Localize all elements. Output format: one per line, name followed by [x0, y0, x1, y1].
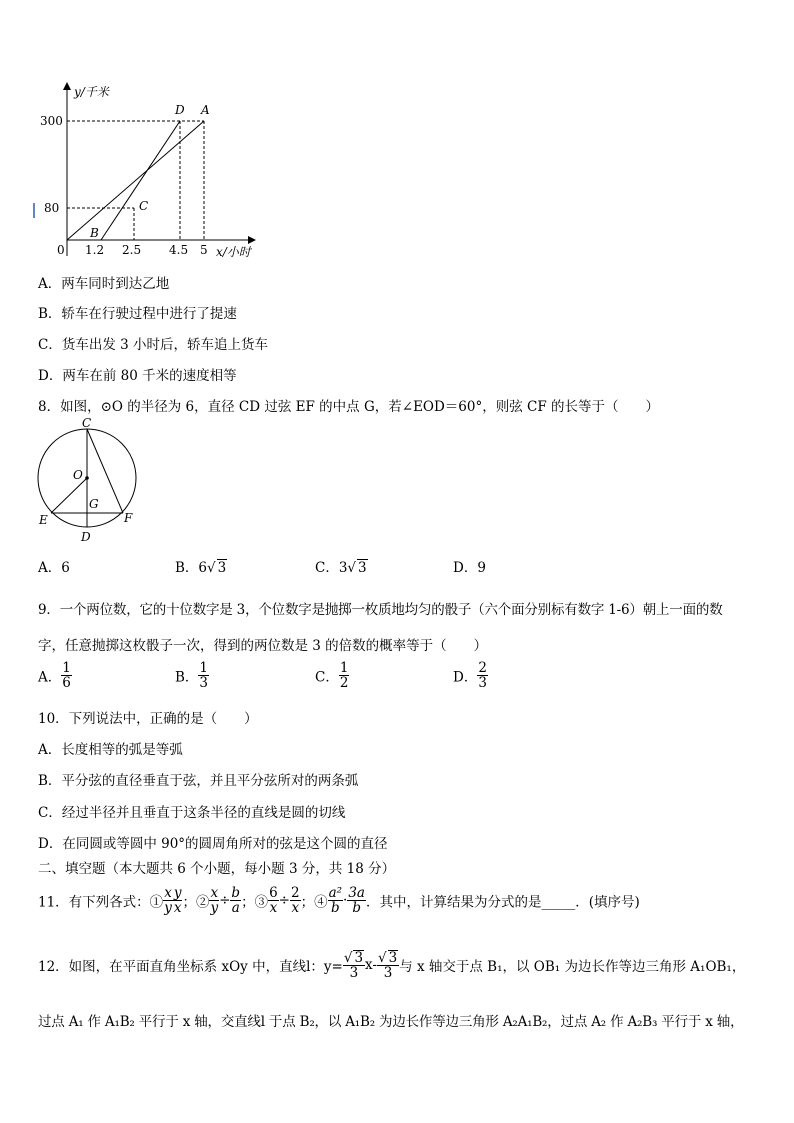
numerator: y [173, 885, 182, 901]
q12-frac-b [377, 950, 399, 980]
q9-c-label: C． [315, 669, 339, 686]
origin-label: 0 [57, 243, 65, 257]
sqrt-icon: √ [347, 560, 357, 576]
q11-e2-frac-a [209, 886, 219, 915]
q9-c-fraction [339, 661, 350, 690]
denominator: 3 [349, 965, 359, 982]
q8-option-d: D．9 [453, 560, 486, 576]
denominator: x [291, 900, 300, 917]
q8-option-a: A．6 [38, 560, 70, 576]
point-C-label: C [139, 199, 149, 213]
denominator: a [231, 900, 240, 917]
x-tick-2.5: 2.5 [122, 243, 142, 257]
x-tick-4.5: 4.5 [169, 243, 189, 257]
numerator: 1 [199, 660, 209, 676]
q11-e4-frac-a [328, 886, 343, 915]
x-tick-1.2: 1.2 [85, 243, 105, 257]
numerator: 3a [348, 885, 365, 901]
label-O: O [73, 468, 83, 482]
q10-stem: 10．下列说法中，正确的是（ ） [38, 711, 258, 727]
q8-option-b-prefix: B．6 [175, 560, 208, 576]
q9-d-label: D． [453, 669, 478, 686]
center-dot [85, 476, 89, 480]
y-tick-300: 300 [40, 114, 63, 128]
q7-option-d: D．两车在前 80 千米的速度相等 [38, 368, 237, 384]
q7-option-b: B．轿车在行驶过程中进行了提速 [38, 306, 237, 322]
q9-b-label: B． [175, 669, 199, 686]
q10-option-a: A．长度相等的弧是等弧 [38, 742, 183, 758]
section-heading: 二、填空题（本大题共 6 个小题，每小题 3 分，共 18 分） [38, 861, 396, 877]
point-B-label: B [90, 226, 99, 240]
sqrt-icon: √ [377, 950, 387, 966]
denominator: b [330, 900, 340, 917]
q10-option-c: C．经过半径并且垂直于这条半径的直线是圆的切线 [38, 805, 346, 821]
radicand: 3 [388, 950, 398, 966]
q9-a-label: A． [38, 669, 62, 686]
divide-icon: ÷ [219, 892, 231, 909]
denominator: x [173, 900, 182, 917]
q9-stem-line2: 字，任意抛掷这枚骰子一次，得到的两位数是 3 的倍数的概率等于（ ） [38, 638, 488, 654]
q11-e3-frac-a [268, 886, 279, 915]
q9-stem-line1: 9．一个两位数，它的十位数字是 3，个位数字是抛掷一枚质地均匀的骰子（六个面分别标有数字 1-6）朝上一面的数 [38, 602, 723, 618]
denominator: 3 [383, 965, 393, 982]
q8-stem: 8．如图，⊙O 的半径为 6，直径 CD 过弦 EF 的中点 G，若∠EOD＝60°，则弦 CF 的长等于（ ） [38, 399, 660, 415]
numerator: 6 [269, 885, 278, 901]
q9-a-fraction [61, 661, 72, 690]
q11-e1-frac-a [163, 886, 173, 915]
line-BD [101, 121, 180, 240]
x-tick-5: 5 [200, 243, 208, 257]
x-axis-arrow [248, 236, 256, 244]
q10-option-b: B．平分弦的直径垂直于弦，并且平分弦所对的两条弧 [38, 773, 359, 789]
x-axis-label: x/小时 [216, 245, 251, 259]
q11-e3-frac-b [290, 886, 301, 915]
label-G: G [89, 497, 99, 511]
label-F: F [124, 511, 133, 525]
q11-sep4: ；④ [300, 894, 328, 911]
numerator [377, 950, 399, 966]
q11-sep2: ；② [182, 894, 210, 911]
denominator: y [164, 900, 172, 917]
denominator: 3 [199, 675, 209, 692]
numerator: 1 [62, 660, 71, 676]
q8-option-b [175, 556, 227, 576]
label-C: C [82, 416, 92, 430]
sqrt-icon: √ [343, 950, 353, 966]
q8-option-c-radicand: 3 [358, 560, 367, 576]
point-D-label: D [175, 103, 185, 117]
q11-sep3: ；③ [241, 894, 269, 911]
q11-suffix: ．其中，计算结果为分式的是_____．(填序号) [365, 894, 640, 911]
q8-option-c-prefix: C．3 [315, 560, 348, 576]
q12-line2: 过点 A₁ 作 A₁B₂ 平行于 x 轴，交直线l 于点 B₂，以 A₁B₂ 为边长作等边三角形 A₂A₁B₂，过点 A₂ 作 A₂B₃ 平行于 x 轴， [38, 1014, 744, 1030]
q12-frac-a [343, 950, 365, 980]
q9-option-b [175, 661, 209, 690]
q9-d-fraction [477, 661, 488, 690]
numerator: x [164, 885, 172, 901]
divide-icon: ÷ [278, 892, 290, 909]
q11-e4-frac-b [347, 886, 366, 915]
q8-option-b-radicand: 3 [217, 560, 227, 576]
numerator: b [231, 885, 241, 901]
denominator: b [352, 900, 361, 917]
denominator: 3 [478, 675, 487, 692]
point-A-label: A [201, 103, 210, 117]
numerator: 2 [478, 660, 487, 676]
label-E: E [39, 513, 48, 527]
line-OA [67, 121, 204, 240]
q7-option-c: C．货车出发 3 小时后，轿车追上货车 [38, 337, 269, 353]
q8-option-c [315, 556, 368, 576]
sqrt-icon: √ [207, 560, 216, 576]
q12-line1 [38, 950, 745, 980]
numerator: 1 [339, 660, 349, 676]
q12-suffix: 与 x 轴交于点 B₁，以 OB₁ 为边长作等边三角形 A₁OB₁， [399, 959, 746, 976]
y-axis-arrow [63, 82, 71, 90]
denominator: x [269, 900, 278, 917]
q9-option-c [315, 661, 349, 690]
label-D: D [81, 530, 91, 544]
q11-e2-frac-b [230, 886, 241, 915]
denominator: 6 [62, 675, 71, 692]
q11 [38, 886, 640, 915]
numerator: 2 [290, 885, 300, 901]
q7-option-a: A．两车同时到达乙地 [38, 276, 170, 292]
y-tick-80: 80 [44, 201, 60, 215]
q12-mid: x- [365, 957, 377, 974]
denominator: y [210, 900, 219, 917]
q9-option-a [38, 661, 72, 690]
q9-option-d [453, 661, 488, 690]
radius-OE [51, 478, 87, 513]
q11-prefix: 11．有下列各式：① [38, 894, 164, 911]
numerator: x [210, 885, 219, 901]
denominator: 2 [339, 675, 349, 692]
distance-time-graph [30, 80, 290, 265]
y-axis-label: y/千米 [74, 85, 109, 99]
numerator [343, 950, 365, 966]
q10-option-d: D．在同圆或等圆中 90°的圆周角所对的弦是这个圆的直径 [38, 836, 388, 852]
numerator: a² [328, 885, 343, 901]
q9-b-fraction [198, 661, 209, 690]
q12-prefix: 12．如图，在平面直角坐标系 xOy 中，直线l：y= [38, 959, 343, 976]
dot-operator: · [343, 892, 348, 909]
radicand: 3 [354, 950, 364, 966]
circle-figure [34, 416, 144, 546]
